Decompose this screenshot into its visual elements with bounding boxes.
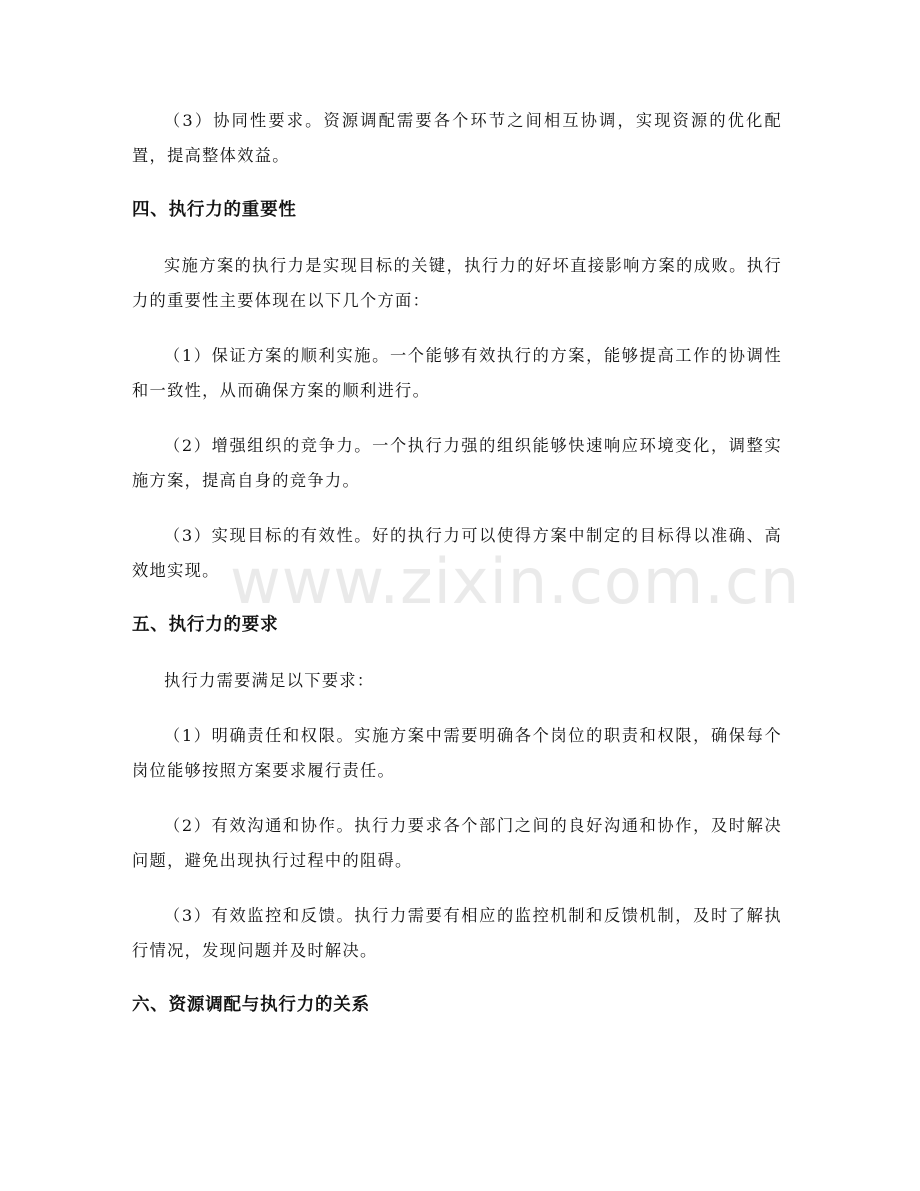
paragraph-clear-responsibility: （1）明确责任和权限。实施方案中需要明确各个岗位的职责和权限，确保每个岗位能够按照方案要求履行责任。 bbox=[132, 726, 782, 780]
paragraph-requirements-intro: 执行力需要满足以下要求： bbox=[164, 671, 375, 690]
paragraph-monitoring-feedback: （3）有效监控和反馈。执行力需要有相应的监控机制和反馈机制，及时了解执行情况，发现问题并及时解决。 bbox=[132, 906, 782, 960]
paragraph-ensure-implementation: （1）保证方案的顺利实施。一个能够有效执行的方案，能够提高工作的协调性和一致性，从而确保方案的顺利进行。 bbox=[132, 346, 782, 400]
paragraph-enhance-competitiveness: （2）增强组织的竞争力。一个执行力强的组织能够快速响应环境变化，调整实施方案，提高自身的竞争力。 bbox=[132, 436, 782, 490]
watermark-text: www.zixin.com.cn bbox=[230, 545, 801, 618]
document-content bbox=[132, 103, 782, 1043]
heading-execution-requirements: 五、执行力的要求 bbox=[132, 615, 279, 635]
heading-execution-importance: 四、执行力的重要性 bbox=[132, 200, 297, 220]
paragraph-communication-collaboration: （2）有效沟通和协作。执行力要求各个部门之间的良好沟通和协作，及时解决问题，避免出现执行过程中的阻碍。 bbox=[132, 816, 782, 870]
paragraph-goal-effectiveness: （3）实现目标的有效性。好的执行力可以使得方案中制定的目标得以准确、高效地实现。 bbox=[132, 526, 782, 580]
paragraph-coordination-requirement: （3）协同性要求。资源调配需要各个环节之间相互协调，实现资源的优化配置，提高整体效益。 bbox=[132, 111, 782, 165]
paragraph-execution-key: 实施方案的执行力是实现目标的关键，执行力的好坏直接影响方案的成败。执行力的重要性主要体现在以下几个方面： bbox=[132, 256, 782, 310]
heading-resource-execution-relation: 六、资源调配与执行力的关系 bbox=[132, 995, 370, 1015]
